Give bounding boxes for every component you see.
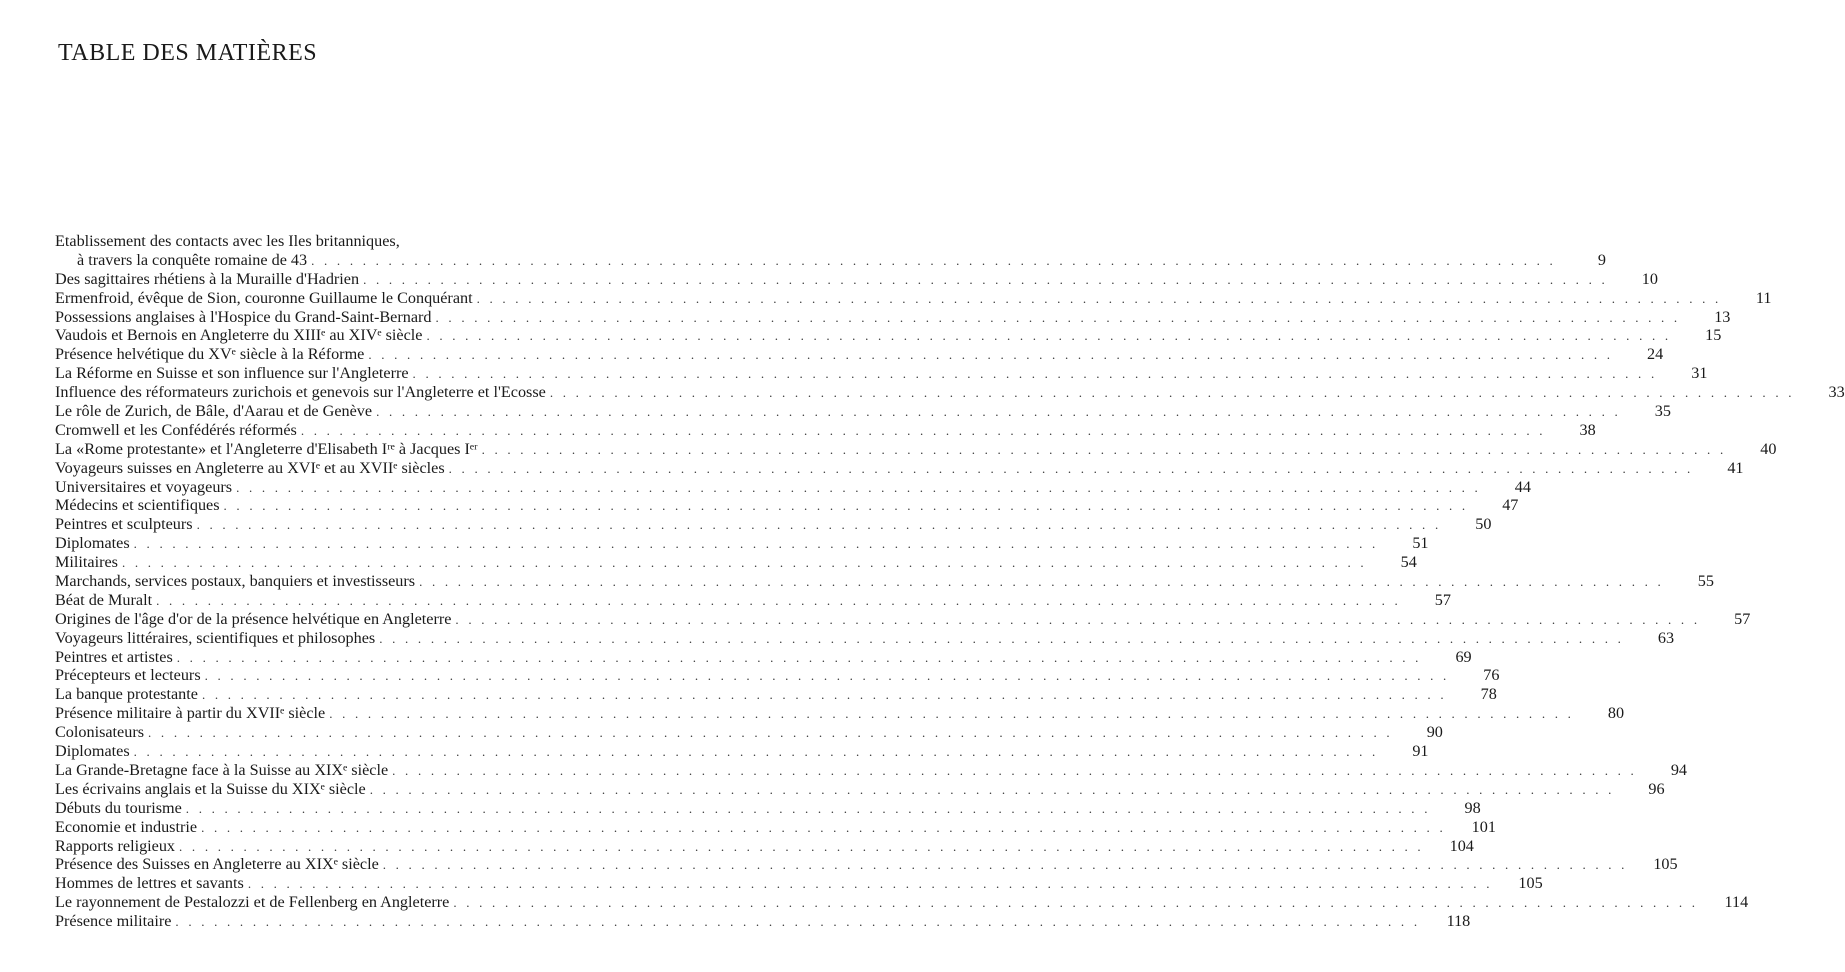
toc-entry-title: Le rôle de Zurich, de Bâle, d'Aarau et de Genève [55, 402, 373, 421]
toc-entry-page: 105 [1653, 855, 1678, 874]
toc-entry-page: 104 [1449, 836, 1474, 855]
toc-entry-title: Vaudois et Bernois en Angleterre du XIIIᵉ au XIVᵉ siècle [55, 326, 423, 345]
toc-entry-page: 9 [1597, 250, 1606, 269]
toc-entry [55, 307, 1731, 327]
dot-leader: . . . . . . . . . . . . . . . . . . . . . . . . . . . . . . . . . . . . . . . . . . . . . . . . . . . . . . . . . . . . . . . . . . . . . . . . . . . . . . . . . . . . . . . . . . . . . . . . . [176, 649, 1422, 665]
toc-entry-title: Origines de l'âge d'or de la présence helvétique en Angleterre [55, 609, 452, 628]
toc-entry [55, 269, 1658, 289]
table-of-contents [55, 232, 1845, 931]
toc-entry-title: La «Rome protestante» et l'Angleterre d'Elisabeth Iʳᵉ à Jacques Iᵉʳ [55, 439, 478, 458]
toc-entry-page: 54 [1400, 553, 1417, 572]
dot-leader: . . . . . . . . . . . . . . . . . . . . . . . . . . . . . . . . . . . . . . . . . . . . . . . . . . . . . . . . . . . . . . . . . . . . . . . . . . . . . . . . . . . . . . . . . . . . . . . . . [223, 498, 1469, 514]
toc-entry [55, 590, 1451, 610]
toc-entry-page: 105 [1518, 874, 1543, 893]
dot-leader: . . . . . . . . . . . . . . . . . . . . . . . . . . . . . . . . . . . . . . . . . . . . . . . . . . . . . . . . . . . . . . . . . . . . . . . . . . . . . . . . . . . . . . . . . . . . . . . . . [311, 252, 1556, 268]
toc-entry-title: Hommes de lettres et savants [55, 874, 244, 893]
toc-entry [55, 326, 1722, 345]
toc-entry-title: Le rayonnement de Pestalozzi et de Fellenberg en Angleterre [55, 893, 450, 912]
dot-leader: . . . . . . . . . . . . . . . . . . . . . . . . . . . . . . . . . . . . . . . . . . . . . . . . . . . . . . . . . . . . . . . . . . . . . . . . . . . . . . . . . . . . . . . . . . . . . . . . . [133, 744, 1379, 760]
dot-leader: . . . . . . . . . . . . . . . . . . . . . . . . . . . . . . . . . . . . . . . . . . . . . . . . . . . . . . . . . . . . . . . . . . . . . . . . . . . . . . . . . . . . . . . . . . . . . . . . . [412, 366, 1658, 382]
toc-entry-title: Béat de Muralt [55, 590, 153, 609]
toc-entry [55, 250, 1606, 270]
dot-leader: . . . . . . . . . . . . . . . . . . . . . . . . . . . . . . . . . . . . . . . . . . . . . . . . . . . . . . . . . . . . . . . . . . . . . . . . . . . . . . . . . . . . . . . . . . . . . . . . . [329, 706, 1575, 722]
dot-leader: . . . . . . . . . . . . . . . . . . . . . . . . . . . . . . . . . . . . . . . . . . . . . . . . . . . . . . . . . . . . . . . . . . . . . . . . . . . . . . . . . . . . . . . . . . . . . . . . . [455, 611, 1701, 627]
toc-entry-title: Présence militaire [55, 912, 172, 931]
toc-entry [55, 496, 1519, 515]
toc-entry-page: 57 [1434, 590, 1451, 609]
toc-entry-page: 98 [1464, 798, 1481, 817]
toc-entry [55, 912, 1471, 931]
dot-leader: . . . . . . . . . . . . . . . . . . . . . . . . . . . . . . . . . . . . . . . . . . . . . . . . . . . . . . . . . . . . . . . . . . . . . . . . . . . . . . . . . . . . . . . . . . . . . . . . . [426, 328, 1672, 344]
toc-entry-title: Marchands, services postaux, banquiers et investisseurs [55, 572, 416, 591]
dot-leader: . . . . . . . . . . . . . . . . . . . . . . . . . . . . . . . . . . . . . . . . . . . . . . . . . . . . . . . . . . . . . . . . . . . . . . . . . . . . . . . . . . . . . . . . . . . . . . . . . [376, 404, 1621, 420]
dot-leader: . . . . . . . . . . . . . . . . . . . . . . . . . . . . . . . . . . . . . . . . . . . . . . . . . . . . . . . . . . . . . . . . . . . . . . . . . . . . . . . . . . . . . . . . . . . . . . . . . [201, 687, 1447, 703]
dot-leader: . . . . . . . . . . . . . . . . . . . . . . . . . . . . . . . . . . . . . . . . . . . . . . . . . . . . . . . . . . . . . . . . . . . . . . . . . . . . . . . . . . . . . . . . . . . . . . . . . [392, 762, 1637, 778]
toc-entry [55, 232, 765, 251]
toc-entry [55, 893, 1749, 912]
toc-entry [55, 855, 1678, 874]
toc-entry [55, 779, 1665, 799]
toc-entry-title: Economie et industrie [55, 817, 198, 836]
toc-entry [55, 439, 1777, 459]
toc-entry-title: Présence helvétique du XVᵉ siècle à la Réforme [55, 345, 365, 364]
toc-entry-page: 10 [1641, 269, 1658, 288]
dot-leader: . . . . . . . . . . . . . . . . . . . . . . . . . . . . . . . . . . . . . . . . . . . . . . . . . . . . . . . . . . . . . . . . . . . . . . . . . . . . . . . . . . . . . . . . . . . . . . . . . [368, 347, 1614, 363]
toc-entry [55, 477, 1531, 497]
toc-entry [55, 458, 1744, 478]
toc-entry-page: 76 [1483, 666, 1500, 685]
toc-entry-title: La Réforme en Suisse et son influence sur l'Angleterre [55, 364, 409, 383]
toc-entry-title: Rapports religieux [55, 836, 176, 855]
toc-entry [55, 647, 1472, 667]
toc-entry [55, 553, 1417, 572]
dot-leader: . . . . . . . . . . . . . . . . . . . . . . . . . . . . . . . . . . . . . . . . . . . . . . . . . . . . . . . . . . . . . . . . . . . . . . . . . . . . . . . . . . . . . . . . . . . . . . . . . [247, 876, 1493, 892]
toc-entry-page: 13 [1714, 307, 1731, 326]
toc-entry-title: à travers la conquête romaine de 43 [77, 250, 308, 269]
toc-entry-title: La Grande-Bretagne face à la Suisse au XIXᵉ siècle [55, 760, 389, 779]
toc-entry-page: 40 [1760, 439, 1777, 458]
toc-entry-page: 38 [1579, 420, 1596, 439]
dot-leader: . . . . . . . . . . . . . . . . . . . . . . . . . . . . . . . . . . . . . . . . . . . . . . . . . . . . . . . . . . . . . . . . . . . . . . . . . . . . . . . . . . . . . . . . . . . . . . . . . [363, 271, 1608, 287]
toc-entry [55, 704, 1625, 723]
toc-entry-title: Les écrivains anglais et la Suisse du XIXᵉ siècle [55, 779, 366, 798]
dot-leader: . . . . . . . . . . . . . . . . . . . . . . . . . . . . . . . . . . . . . . . . . . . . . . . . . . . . . . . . . . . . . . . . . . . . . . . . . . . . . . . . . . . . . . . . . . . . . . . . . [179, 838, 1424, 854]
toc-entry-page: 35 [1654, 402, 1671, 421]
toc-entry-title: Précepteurs et lecteurs [55, 666, 201, 685]
dot-leader: . . . . . . . . . . . . . . . . . . . . . . . . . . . . . . . . . . . . . . . . . . . . . . . . . . . . . . . . . . . . . . . . . . . . . . . . . . . . . . . . . . . . . . . . . . . . . . . . . [453, 895, 1699, 911]
toc-entry-title: Diplomates [55, 742, 130, 761]
dot-leader: . . . . . . . . . . . . . . . . . . . . . . . . . . . . . . . . . . . . . . . . . . . . . . . . . . . . . . . . . . . . . . . . . . . . . . . . . . . . . . . . . . . . . . . . . . . . . . . . . [121, 555, 1367, 571]
toc-entry-page: 101 [1471, 817, 1496, 836]
toc-entry-page: 55 [1697, 572, 1714, 591]
toc-entry [55, 572, 1714, 591]
toc-entry-page: 96 [1648, 779, 1665, 798]
toc-entry-page: 44 [1514, 477, 1531, 496]
toc-entry-page: 11 [1755, 288, 1772, 307]
toc-entry-page: 50 [1475, 515, 1492, 534]
toc-entry-title: Débuts du tourisme [55, 798, 182, 817]
toc-entry-title: Peintres et artistes [55, 647, 173, 666]
toc-entry-title: Des sagittaires rhétiens à la Muraille d'Hadrien [55, 269, 360, 288]
dot-leader: . . . . . . . . . . . . . . . . . . . . . . . . . . . . . . . . . . . . . . . . . . . . . . . . . . . . . . . . . . . . . . . . . . . . . . . . . . . . . . . . . . . . . . . . . . . . . . . . . [204, 668, 1450, 684]
toc-entry-title: Colonisateurs [55, 723, 145, 742]
dot-leader: . . . . . . . . . . . . . . . . . . . . . . . . . . . . . . . . . . . . . . . . . . . . . . . . . . . . . . . . . . . . . . . . . . . . . . . . . . . . . . . . . . . . . . . . . . . . . . . . . [419, 574, 1664, 590]
toc-entry-page: 15 [1705, 326, 1722, 345]
toc-entry-page: 63 [1657, 628, 1675, 647]
toc-entry-title: Influence des réformateurs zurichois et genevois sur l'Angleterre et l'Ecosse [55, 383, 546, 402]
toc-entry [55, 534, 1429, 553]
dot-leader: . . . . . . . . . . . . . . . . . . . . . . . . . . . . . . . . . . . . . . . . . . . . . . . . . . . . . . . . . . . . . . . . . . . . . . . . . . . . . . . . . . . . . . . . . . . . . . . . . [435, 309, 1681, 325]
toc-entry-page: 69 [1455, 647, 1472, 666]
toc-entry-page: 94 [1670, 760, 1687, 779]
dot-leader: . . . . . . . . . . . . . . . . . . . . . . . . . . . . . . . . . . . . . . . . . . . . . . . . . . . . . . . . . . . . . . . . . . . . . . . . . . . . . . . . . . . . . . . . . . . . . . . . . [300, 422, 1546, 438]
toc-entry [55, 760, 1687, 780]
toc-entry [55, 402, 1671, 421]
dot-leader: . . . . . . . . . . . . . . . . . . . . . . . . . . . . . . . . . . . . . . . . . . . . . . . . . . . . . . . . . . . . . . . . . . . . . . . . . . . . . . . . . . . . . . . . . . . . . . . . . [175, 914, 1421, 930]
toc-entry-page: 114 [1724, 893, 1749, 912]
toc-entry [55, 798, 1481, 818]
toc-entry-title: Diplomates [55, 534, 130, 553]
toc-entry [55, 609, 1751, 629]
dot-leader: . . . . . . . . . . . . . . . . . . . . . . . . . . . . . . . . . . . . . . . . . . . . . . . . . . . . . . . . . . . . . . . . . . . . . . . . . . . . . . . . . . . . . . . . . . . . . . . . . [236, 479, 1481, 495]
toc-entry [55, 345, 1664, 364]
toc-entry [55, 515, 1492, 534]
dot-leader: . . . . . . . . . . . . . . . . . . . . . . . . . . . . . . . . . . . . . . . . . . . . . . . . . . . . . . . . . . . . . . . . . . . . . . . . . . . . . . . . . . . . . . . . . . . . . . . . . [382, 857, 1628, 873]
toc-entry-title: Présence des Suisses en Angleterre au XIXᵉ siècle [55, 855, 379, 874]
toc-entry [55, 836, 1474, 856]
toc-entry-title: Cromwell et les Confédérés réformés [55, 420, 297, 439]
toc-entry-page: 78 [1480, 685, 1497, 704]
toc-entry-title: Peintres et sculpteurs [55, 515, 193, 534]
toc-entry-page: 24 [1647, 345, 1664, 364]
toc-entry [55, 364, 1708, 383]
toc-entry-page: 47 [1502, 496, 1519, 515]
toc-entry-page: 80 [1607, 704, 1625, 723]
toc-entry [55, 383, 1845, 402]
toc-entry-title: Ermenfroid, évêque de Sion, couronne Guillaume le Conquérant [55, 288, 473, 307]
toc-entry-page: 31 [1691, 364, 1708, 383]
dot-leader: . . . . . . . . . . . . . . . . . . . . . . . . . . . . . . . . . . . . . . . . . . . . . . . . . . . . . . . . . . . . . . . . . . . . . . . . . . . . . . . . . . . . . . . . . . . . . . . . . [148, 725, 1393, 741]
toc-entry-page: 90 [1426, 723, 1443, 742]
toc-entry-title: Voyageurs suisses en Angleterre au XVIᵉ et au XVIIᵉ siècles [55, 458, 445, 477]
dot-leader: . . . . . . . . . . . . . . . . . . . . . . . . . . . . . . . . . . . . . . . . . . . . . . . . . . . . . . . . . . . . . . . . . . . . . . . . . . . . . . . . . . . . . . . . . . . . . . . . . [156, 592, 1401, 608]
toc-entry-page: 57 [1734, 609, 1751, 628]
toc-entry-title: La banque protestante [55, 685, 198, 704]
toc-entry [55, 685, 1497, 704]
dot-leader: . . . . . . . . . . . . . . . . . . . . . . . . . . . . . . . . . . . . . . . . . . . . . . . . . . . . . . . . . . . . . . . . . . . . . . . . . . . . . . . . . . . . . . . . . . . . . . . . . [196, 517, 1442, 533]
dot-leader: . . . . . . . . . . . . . . . . . . . . . . . . . . . . . . . . . . . . . . . . . . . . . . . . . . . . . . . . . . . . . . . . . . . . . . . . . . . . . . . . . . . . . . . . . . . . . . . . . [476, 290, 1722, 306]
toc-entry [55, 817, 1496, 837]
dot-leader: . . . . . . . . . . . . . . . . . . . . . . . . . . . . . . . . . . . . . . . . . . . . . . . . . . . . . . . . . . . . . . . . . . . . . . . . . . . . . . . . . . . . . . . . . . . . . . . . . [379, 630, 1625, 646]
dot-leader: . . . . . . . . . . . . . . . . . . . . . . . . . . . . . . . . . . . . . . . . . . . . . . . . . . . . . . . . . . . . . . . . . . . . . . . . . . . . . . . . . . . . . . . . . . . . . . . . . [448, 460, 1694, 476]
toc-entry-title: Militaires [55, 553, 118, 572]
toc-entry-title: Etablissement des contacts avec les Iles britanniques, [55, 232, 400, 250]
toc-entry-title: Voyageurs littéraires, scientifiques et philosophes [55, 628, 376, 647]
toc-entry-page: 33 [1828, 383, 1845, 402]
toc-entry-title: Universitaires et voyageurs [55, 477, 233, 496]
toc-entry [55, 666, 1500, 685]
toc-entry [55, 288, 1772, 308]
page-title: TABLE DES MATIÈRES [58, 40, 318, 66]
toc-entry-page: 91 [1412, 742, 1429, 761]
dot-leader: . . . . . . . . . . . . . . . . . . . . . . . . . . . . . . . . . . . . . . . . . . . . . . . . . . . . . . . . . . . . . . . . . . . . . . . . . . . . . . . . . . . . . . . . . . . . . . . . . [133, 536, 1379, 552]
toc-entry-page: 118 [1446, 912, 1471, 931]
toc-entry-page: 51 [1412, 534, 1429, 553]
toc-entry-title: Présence militaire à partir du XVIIᵉ siècle [55, 704, 326, 723]
toc-entry [55, 628, 1675, 648]
dot-leader: . . . . . . . . . . . . . . . . . . . . . . . . . . . . . . . . . . . . . . . . . . . . . . . . . . . . . . . . . . . . . . . . . . . . . . . . . . . . . . . . . . . . . . . . . . . . . . . . . [481, 441, 1727, 457]
dot-leader: . . . . . . . . . . . . . . . . . . . . . . . . . . . . . . . . . . . . . . . . . . . . . . . . . . . . . . . . . . . . . . . . . . . . . . . . . . . . . . . . . . . . . . . . . . . . . . . . . [369, 781, 1615, 797]
dot-leader: . . . . . . . . . . . . . . . . . . . . . . . . . . . . . . . . . . . . . . . . . . . . . . . . . . . . . . . . . . . . . . . . . . . . . . . . . . . . . . . . . . . . . . . . . . . . . . . . . [201, 819, 1446, 835]
dot-leader: . . . . . . . . . . . . . . . . . . . . . . . . . . . . . . . . . . . . . . . . . . . . . . . . . . . . . . . . . . . . . . . . . . . . . . . . . . . . . . . . . . . . . . . . . . . . . . . . . [549, 385, 1795, 401]
toc-entry-title: Médecins et scientifiques [55, 496, 220, 515]
toc-entry [55, 723, 1443, 742]
toc-entry-page: 41 [1727, 458, 1744, 477]
toc-entry [55, 742, 1429, 761]
toc-entry [55, 420, 1596, 440]
dot-leader: . . . . . . . . . . . . . . . . . . . . . . . . . . . . . . . . . . . . . . . . . . . . . . . . . . . . . . . . . . . . . . . . . . . . . . . . . . . . . . . . . . . . . . . . . . . . . . . . . [185, 800, 1431, 816]
toc-entry-title: Possessions anglaises à l'Hospice du Grand-Saint-Bernard [55, 307, 432, 326]
toc-entry [55, 874, 1543, 893]
